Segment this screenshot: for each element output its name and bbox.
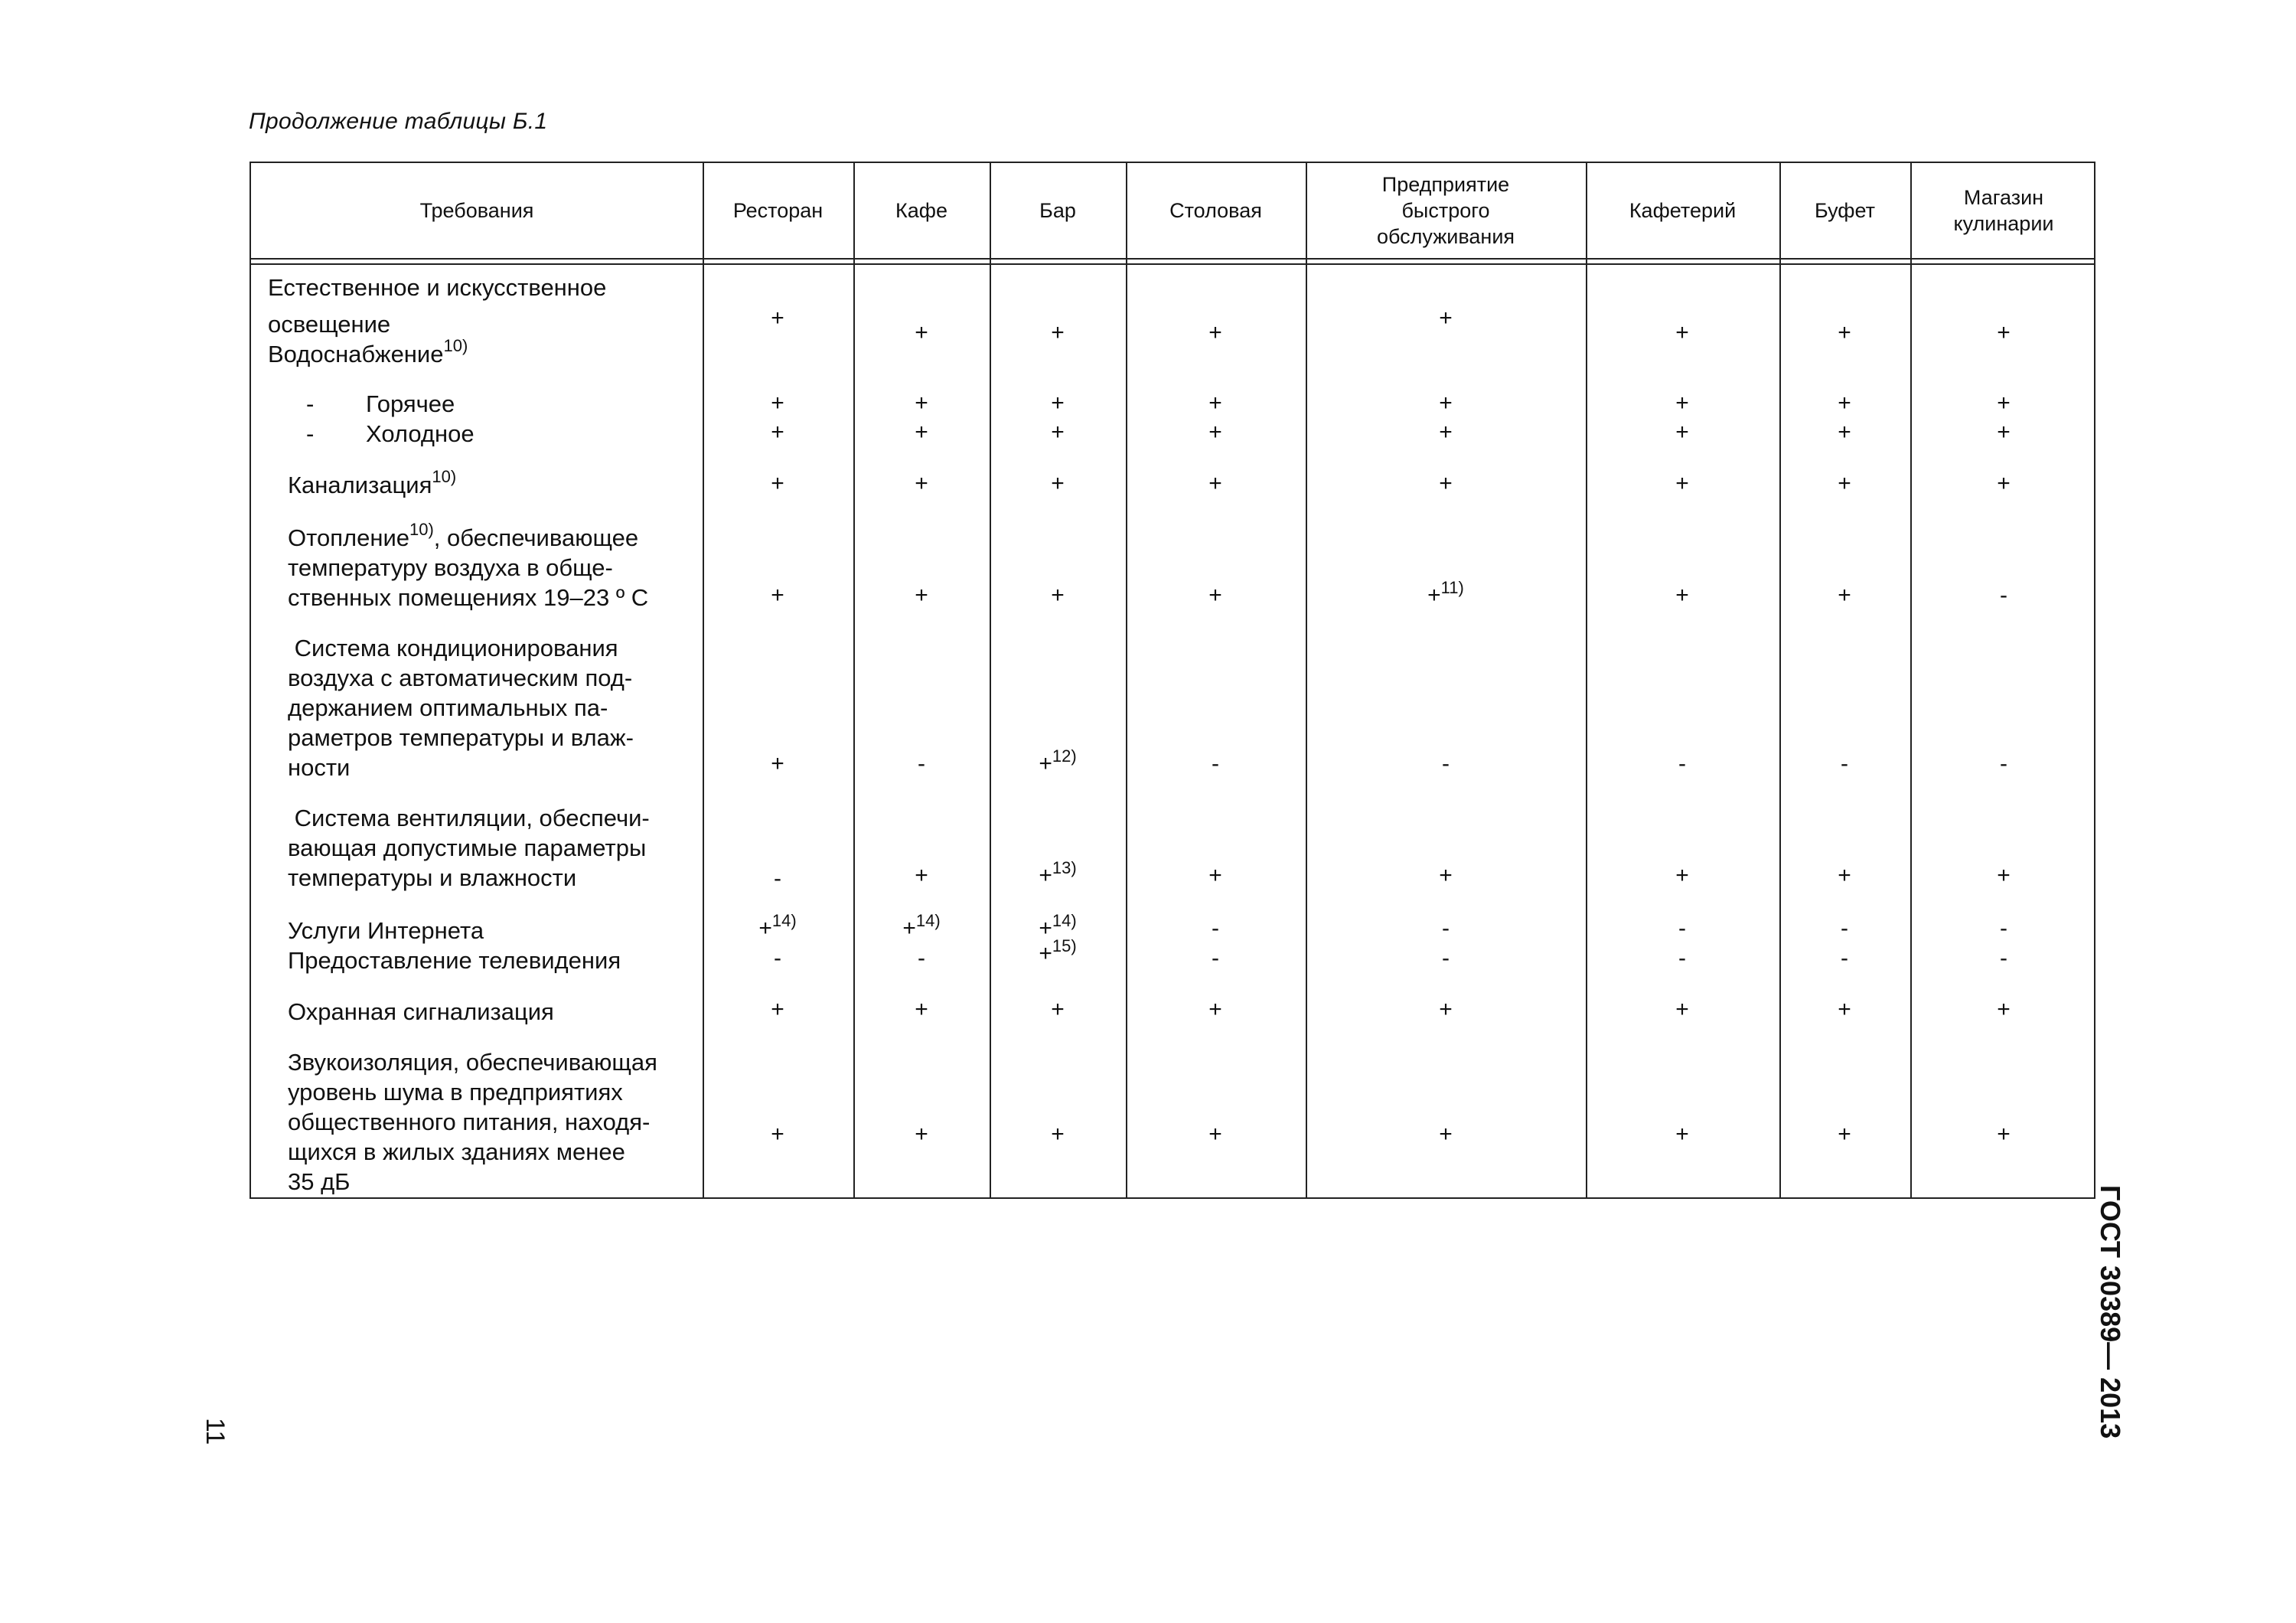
- mark-cell: +: [771, 1122, 784, 1147]
- mark-cell-footnote: +$^{13)}$: [1039, 858, 1077, 888]
- row-label-sewage: Канализация$^{10)}$: [288, 467, 457, 498]
- mark-cell: +: [771, 751, 784, 776]
- mark-cell-footnote: +$^{11)}$: [1427, 578, 1464, 608]
- row-label-soundproofing: уровень шума в предприятиях: [288, 1079, 623, 1105]
- mark-cell: -: [1442, 945, 1450, 971]
- mark-cell: +: [1439, 390, 1453, 416]
- mark-cell: -: [1841, 916, 1848, 941]
- column-divider: [1306, 163, 1307, 1197]
- mark-cell: -: [1442, 916, 1450, 941]
- row-label-heating: ственных помещениях 19–23 º С: [288, 584, 649, 611]
- mark-cell: +: [1838, 1122, 1851, 1147]
- mark-cell: +: [1051, 390, 1065, 416]
- row-label-water: Водоснабжение$^{10)}$: [268, 336, 468, 367]
- row-label-security: Охранная сигнализация: [288, 998, 554, 1025]
- mark-cell: +: [915, 390, 928, 416]
- mark-cell: -: [1212, 751, 1219, 776]
- mark-cell: +: [915, 420, 928, 445]
- mark-cell: +: [915, 583, 928, 608]
- mark-cell: +: [1051, 320, 1065, 345]
- row-label-hot-dash: -: [306, 390, 315, 417]
- mark-cell: +: [1051, 997, 1065, 1022]
- requirements-table: [249, 162, 2095, 1199]
- standard-title: ГОСТ 30389— 2013: [2095, 1185, 2126, 1439]
- row-label-soundproofing: общественного питания, находя-: [288, 1109, 651, 1135]
- mark-cell: +: [771, 997, 784, 1022]
- mark-cell: +: [1208, 997, 1222, 1022]
- mark-cell-footnote: +$^{14)}$: [1039, 911, 1077, 941]
- mark-cell: +: [915, 320, 928, 345]
- header-restaurant: Ресторан: [732, 199, 823, 222]
- header-cafeteria: Кафетерий: [1629, 199, 1737, 222]
- mark-cell: -: [1212, 945, 1219, 971]
- mark-cell: -: [1212, 916, 1219, 941]
- mark-cell: +: [1208, 583, 1222, 608]
- mark-cell-footnote: +$^{12)}$: [1039, 746, 1077, 776]
- row-label-ventilation: вающая допустимые параметры: [288, 834, 647, 861]
- mark-cell: -: [1678, 916, 1686, 941]
- mark-cell: +: [1675, 863, 1689, 888]
- mark-cell: +: [1838, 997, 1851, 1022]
- mark-cell: +: [1838, 471, 1851, 496]
- row-label-lighting: освещение: [268, 311, 391, 338]
- row-label-internet: Услуги Интернета: [288, 917, 484, 944]
- mark-cell: +: [1838, 390, 1851, 416]
- row-label-air-conditioning: раметров температуры и влаж-: [288, 724, 634, 751]
- mark-cell: +: [1439, 863, 1453, 888]
- mark-cell: -: [1678, 945, 1686, 971]
- row-label-cold: Холодное: [366, 420, 475, 447]
- mark-cell: -: [774, 945, 781, 971]
- column-divider: [703, 163, 704, 1197]
- row-label-soundproofing: щихся в жилых зданиях менее: [288, 1138, 625, 1165]
- column-divider: [1779, 163, 1781, 1197]
- mark-cell: -: [1678, 751, 1686, 776]
- row-label-tv: Предоставление телевидения: [288, 947, 621, 974]
- mark-cell: -: [918, 945, 925, 971]
- row-label-heating: температуру воздуха в обще-: [288, 554, 613, 581]
- mark-cell: +: [771, 305, 784, 331]
- mark-cell: +: [1838, 420, 1851, 445]
- mark-cell: +: [1439, 420, 1453, 445]
- mark-cell: +: [1997, 863, 2011, 888]
- mark-cell: -: [918, 751, 925, 776]
- mark-cell: +: [1675, 420, 1689, 445]
- mark-cell: +: [1439, 1122, 1453, 1147]
- mark-cell: +: [915, 997, 928, 1022]
- mark-cell: -: [1841, 751, 1848, 776]
- mark-cell: +: [1439, 997, 1453, 1022]
- row-label-hot: Горячее: [366, 390, 455, 417]
- mark-cell: +: [1051, 420, 1065, 445]
- mark-cell: -: [774, 866, 781, 891]
- row-label-air-conditioning: Система кондиционирования: [288, 635, 618, 661]
- mark-cell: -: [1442, 751, 1450, 776]
- mark-cell: -: [2000, 583, 2007, 608]
- row-label-soundproofing: 35 дБ: [288, 1168, 351, 1195]
- mark-cell: +: [1838, 583, 1851, 608]
- mark-cell: +: [1051, 1122, 1065, 1147]
- mark-cell: +: [1051, 583, 1065, 608]
- row-label-air-conditioning: держанием оптимальных па-: [288, 694, 608, 721]
- mark-cell: +: [915, 863, 928, 888]
- mark-cell: +: [1051, 471, 1065, 496]
- mark-cell: +: [1997, 471, 2011, 496]
- mark-cell: +: [1838, 320, 1851, 345]
- mark-cell: +: [1997, 320, 2011, 345]
- header-cafe: Кафе: [895, 199, 947, 222]
- header-requirements: Требования: [419, 199, 534, 222]
- header-bar: Бар: [1039, 199, 1076, 222]
- mark-cell: +: [1675, 1122, 1689, 1147]
- row-label-ventilation: Система вентиляции, обеспечи-: [288, 805, 650, 831]
- row-label-cold-dash: -: [306, 420, 315, 447]
- header-canteen: Столовая: [1169, 199, 1262, 222]
- mark-cell: +: [1208, 420, 1222, 445]
- mark-cell: +: [1675, 320, 1689, 345]
- row-label-soundproofing: Звукоизоляция, обеспечивающая: [288, 1049, 657, 1076]
- mark-cell: +: [771, 583, 784, 608]
- page-number: 11: [201, 1418, 230, 1445]
- header-divider: [251, 263, 2094, 265]
- mark-cell: +: [1997, 420, 2011, 445]
- mark-cell: +: [915, 1122, 928, 1147]
- mark-cell-footnote: +$^{15)}$: [1039, 936, 1077, 966]
- mark-cell: -: [2000, 945, 2007, 971]
- column-divider: [853, 163, 855, 1197]
- mark-cell: +: [1208, 863, 1222, 888]
- header-culinary-shop: Магазин кулинарии: [1953, 186, 2054, 235]
- mark-cell: +: [1675, 390, 1689, 416]
- column-divider: [990, 163, 991, 1197]
- mark-cell: +: [1439, 305, 1453, 331]
- mark-cell-footnote: +$^{14)}$: [902, 911, 941, 941]
- mark-cell: +: [1208, 471, 1222, 496]
- row-label-lighting: Естественное и искусственное: [268, 274, 607, 301]
- mark-cell: +: [1675, 471, 1689, 496]
- mark-cell: +: [1675, 997, 1689, 1022]
- mark-cell: -: [1841, 945, 1848, 971]
- mark-cell: +: [1208, 320, 1222, 345]
- mark-cell: +: [1997, 997, 2011, 1022]
- mark-cell: +: [771, 390, 784, 416]
- header-divider: [251, 258, 2094, 260]
- mark-cell: +: [771, 420, 784, 445]
- mark-cell: +: [915, 471, 928, 496]
- table-caption: Продолжение таблицы Б.1: [249, 109, 548, 134]
- column-divider: [1586, 163, 1587, 1197]
- mark-cell: +: [1675, 583, 1689, 608]
- mark-cell: +: [1997, 390, 2011, 416]
- column-divider: [1910, 163, 1912, 1197]
- row-label-air-conditioning: ности: [288, 754, 351, 781]
- mark-cell: +: [1208, 1122, 1222, 1147]
- mark-cell: +: [1439, 471, 1453, 496]
- row-label-air-conditioning: воздуха с автоматическим под-: [288, 665, 633, 691]
- mark-cell: -: [2000, 751, 2007, 776]
- row-label-heating: Отопление$^{10)}$, обеспечивающее: [288, 520, 639, 551]
- header-fast-food: Предприятие быстрого обслуживания: [1376, 173, 1515, 248]
- mark-cell: +: [1838, 863, 1851, 888]
- column-divider: [1126, 163, 1127, 1197]
- mark-cell: +: [1997, 1122, 2011, 1147]
- mark-cell: -: [2000, 916, 2007, 941]
- row-label-ventilation: температуры и влажности: [288, 864, 577, 891]
- header-buffet: Буфет: [1814, 199, 1876, 222]
- mark-cell: +: [771, 471, 784, 496]
- mark-cell-footnote: +$^{14)}$: [758, 911, 797, 941]
- mark-cell: +: [1208, 390, 1222, 416]
